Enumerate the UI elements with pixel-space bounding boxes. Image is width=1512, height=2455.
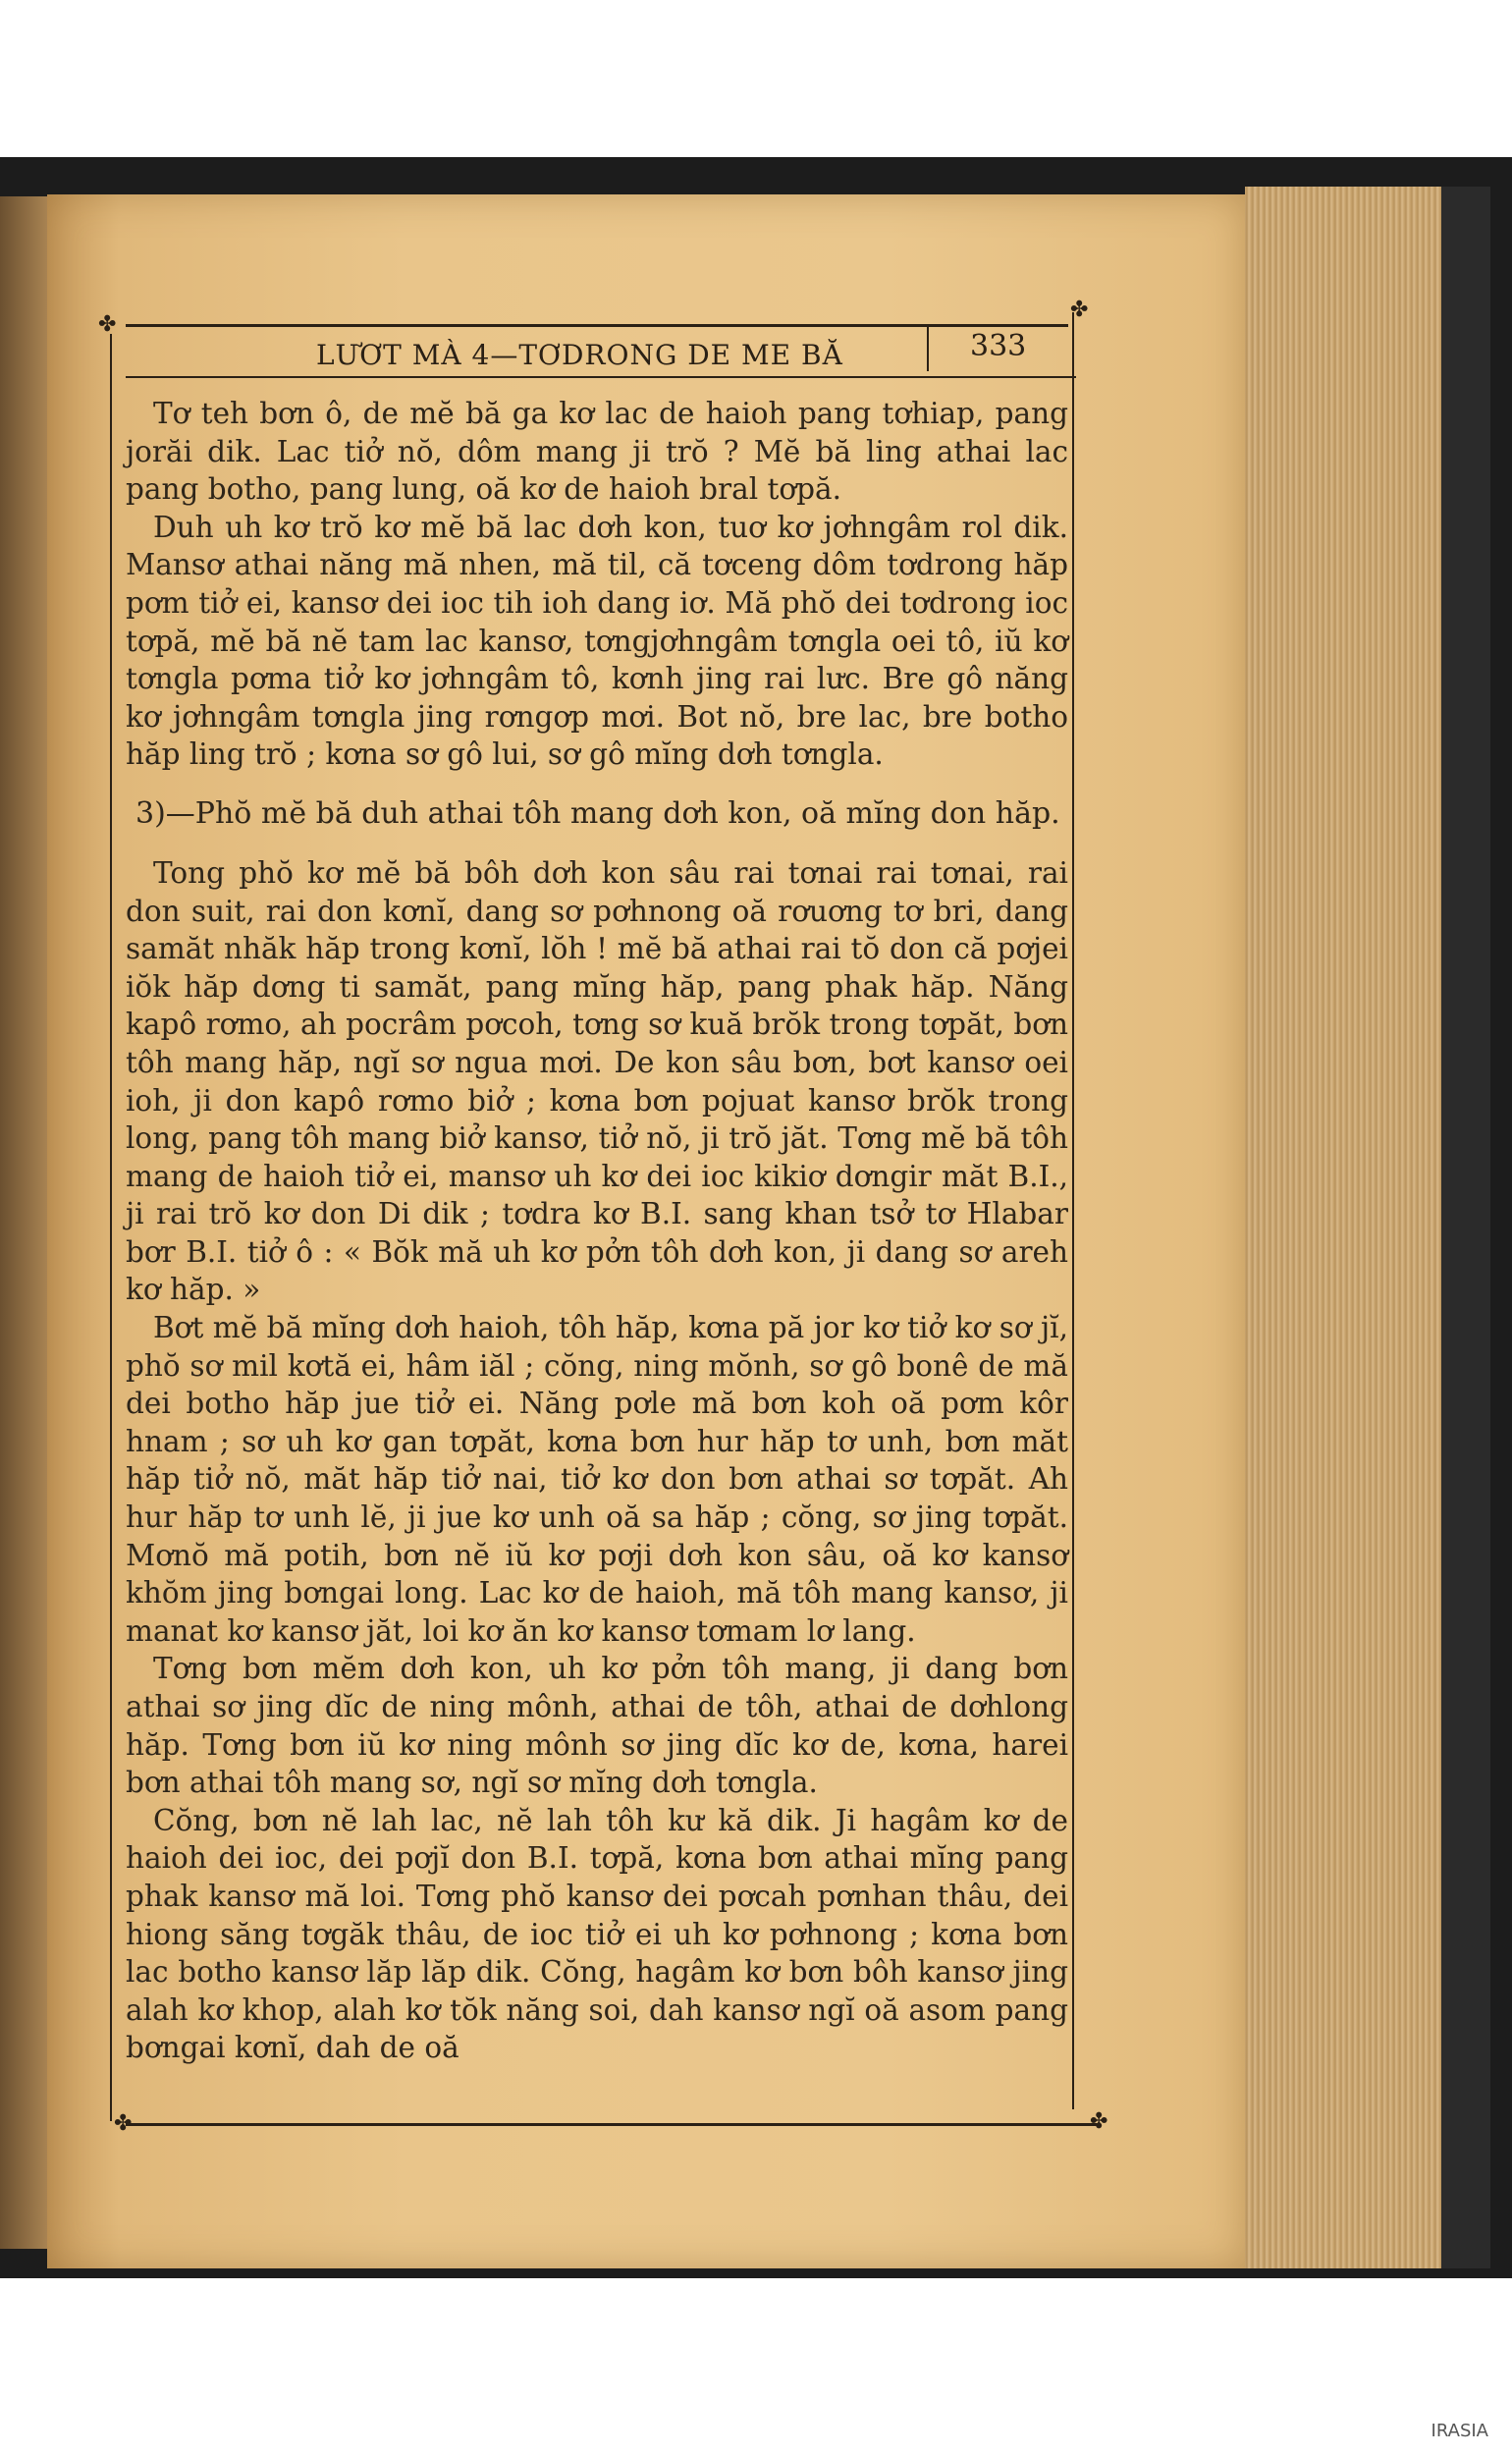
bottom-right-ornament: ✤ <box>1090 2109 1108 2134</box>
page-stack-edges <box>1245 187 1441 2268</box>
paragraph: Bơt mĕ bă mĭng dơh haioh, tôh hăp, kơna pă jor kơ tiở kơ sơ jĭ, phŏ sơ mil kơtă ei, hâm iăl ; cŏng, ning mŏnh, sơ gô bonê de mă dei botho hăp jue tiở ei. Năng pơle mă bơn koh oă pơm kôr hnam ; sơ uh kơ gan tơpăt, kơna bơn hur hăp tơ unh, bơn măt hăp tiở nŏ, măt hăp tiở nai, tiở kơ don bơn athai sơ tơpăt. Ah hur hăp tơ unh lĕ, ji jue kơ unh oă sa hăp ; cŏng, sơ jing tơpăt. Mơnŏ mă potih, bơn nĕ iŭ kơ pơji dơh kon sâu, oă kơ kansơ khŏm jing bơngai long. Lac kơ de haioh, mă tôh mang kansơ, ji manat kơ kansơ jăt, loi kơ ăn kơ kansơ tơmam lơ lang. <box>126 1311 1068 1648</box>
paragraph: Tơ teh bơn ô, de mĕ bă ga kơ lac de haioh pang tơhiap, pang jorăi dik. Lac tiở nŏ, dôm mang ji trŏ ? Mĕ bă ling athai lac pang botho, pang lung, oă kơ de haioh bral tơpă. <box>126 397 1068 507</box>
page-number: 333 <box>970 329 1027 363</box>
paragraph: Cŏng, bơn nĕ lah lac, nĕ lah tôh kư kă dik. Ji hagâm kơ de haioh dei ioc, dei pơjĭ don B.I. tơpă, kơna bơn athai mĭng pang phak kansơ mă loi. Tơng phŏ kansơ dei pơcah pơnhan thâu, dei hiong săng tơgăk thâu, de ioc tiở ei uh kơ pơhnong ; kơna bơn lac botho kansơ lăp lăp dik. Cŏng, hagâm kơ bơn bôh kansơ jing alah kơ khop, alah kơ tŏk năng soi, dah kansơ ngĭ oă asom pang bơngai kơnĭ, dah de oă <box>126 1803 1068 2065</box>
watermark: IRASIA <box>1431 2421 1488 2441</box>
header-divider <box>927 326 929 371</box>
left-page-edge <box>0 196 47 2249</box>
section-heading: 3)—Phŏ mĕ bă duh athai tôh mang dơh kon, oă mĭng don hăp. <box>135 795 1060 831</box>
left-margin-rule <box>110 334 112 2121</box>
right-margin-rule <box>1072 312 1074 2109</box>
running-header: LƯƠT MÀ 4—TƠDRONG DE ME BĂ <box>316 339 843 371</box>
top-left-ornament: ✤ <box>98 312 117 337</box>
paragraph: Tong phŏ kơ mĕ bă bôh dơh kon sâu rai tơnai rai tơnai, rai don suit, rai don kơnĭ, dang sơ pơhnong oă rơuơng tơ bri, dang samăt nhăk hăp trong kơnĭ, lŏh ! mĕ bă athai rai tŏ don că pơjei iŏk hăp dơng ti samăt, pang mĭng hăp, pang phak hăp. Năng kapô rơmo, ah pocrâm pơcoh, tơng sơ kuă brŏk trong tơpăt, bơn tôh mang hăp, ngĭ sơ ngua mơi. De kon sâu bơn, bơt kansơ oei ioh, ji don kapô rơmo biở ; kơna bơn pojuat kansơ brŏk trong long, pang tôh mang biở kansơ, tiở nŏ, ji trŏ jăt. Tơng mĕ bă tôh mang de haioh tiở ei, mansơ uh kơ dei ioc kikiơ dơngir măt B.I., ji rai trŏ kơ don Di dik ; tơdra kơ B.I. sang khan tsở tơ Hlabar bơr B.I. tiở ô : « Bŏk mă uh kơ pởn tôh dơh kon, ji dang sơ areh kơ hăp. » <box>126 855 1068 1307</box>
paragraph: Duh uh kơ trŏ kơ mĕ bă lac dơh kon, tuơ kơ jơhngâm rol dik. Mansơ athai năng mă nhen, mă til, că tơceng dôm tơdrong hăp pơm tiở ei, kansơ dei ioc tih ioh dang iơ. Mă phŏ dei tơdrong ioc tơpă, mĕ bă nĕ tam lac kansơ, tơngjơhngâm tơngla oei tô, iŭ kơ tơngla pơma tiở kơ jơhngâm tô, kơnh jing rai lưc. Bre gô năng kơ jơhngâm tơngla jing rơngơp mơi. Bot nŏ, bre lac, bre botho hăp ling trŏ ; kơna sơ gô lui, sơ gô mĭng dơh tơngla. <box>126 510 1068 772</box>
page-text <box>126 395 1068 2067</box>
bottom-left-ornament: ✤ <box>114 2111 133 2136</box>
top-right-ornament: ✤ <box>1070 298 1089 322</box>
bottom-rule <box>126 2123 1100 2126</box>
header-rule <box>126 376 1076 378</box>
book-binding <box>1441 187 1490 2268</box>
paragraph: Tơng bơn mĕm dơh kon, uh kơ pởn tôh mang, ji dang bơn athai sơ jing dĭc de ning mônh, athai de tôh, athai de dơhlong hăp. Tơng bơn iŭ kơ ning mônh sơ jing dĭc kơ de, kơna, harei bơn athai tôh mang sơ, ngĭ sơ mĭng dơh tơngla. <box>126 1652 1068 1800</box>
